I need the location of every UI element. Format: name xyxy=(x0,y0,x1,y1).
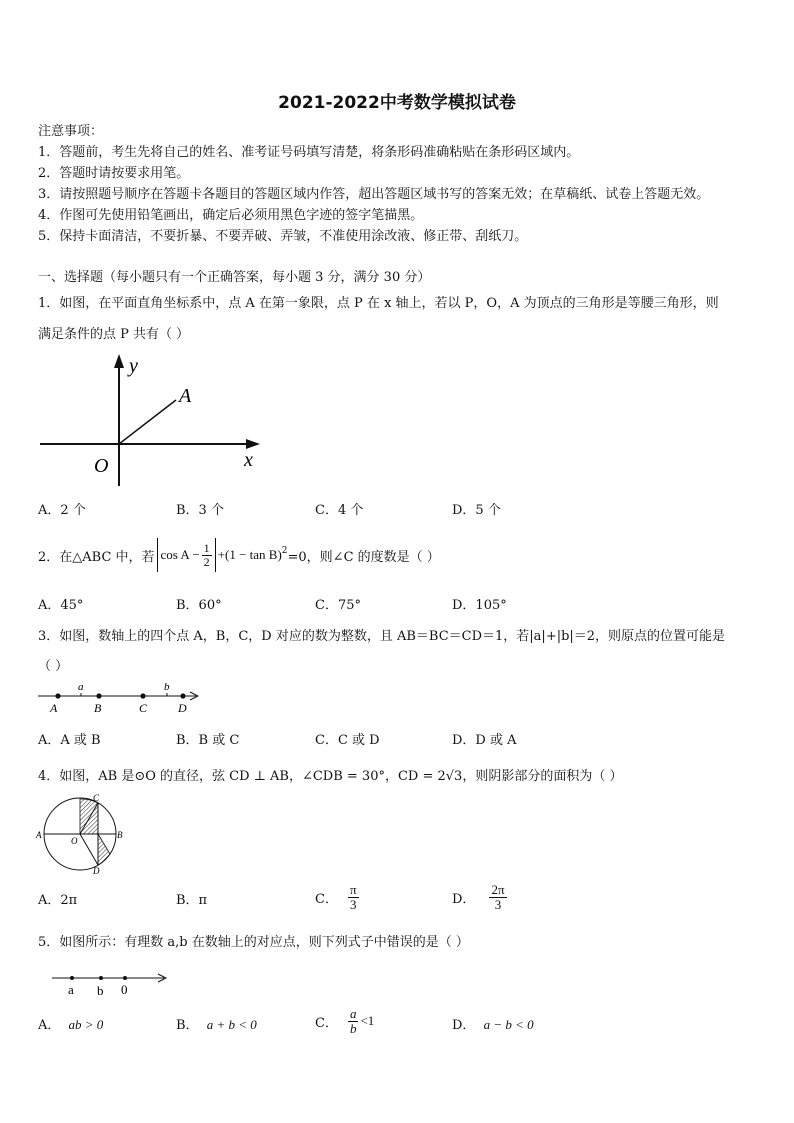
label-a: a xyxy=(68,982,74,997)
pi-over-3-fraction xyxy=(348,883,359,911)
question-3-option-a: A．A 或 B xyxy=(38,733,101,748)
question-3-number-line xyxy=(36,676,206,718)
question-4-option-b: B．π xyxy=(176,893,208,908)
option-label: D． xyxy=(452,891,476,907)
section-heading: 一、选择题（每小题只有一个正确答案，每小题 3 分，满分 30 分） xyxy=(38,270,431,285)
question-5-option-a xyxy=(38,1014,103,1033)
question-1-option-a: A．2 个 xyxy=(38,503,86,518)
notice-heading: 注意事项： xyxy=(38,124,104,139)
question-1-option-c: C．4 个 xyxy=(315,503,364,518)
question-5-text: 5．如图所示：有理数 a,b 在数轴上的对应点，则下列式子中错误的是（ ） xyxy=(38,935,469,950)
option-expression: <1 xyxy=(360,1013,375,1028)
point-b-label: B xyxy=(117,830,123,840)
point-a-label: A xyxy=(36,830,42,840)
notice-item: 1．答题前，考生先将自己的姓名、准考证号码填写清楚，将条形码准确粘贴在条形码区域内。 xyxy=(38,145,580,160)
half-fraction xyxy=(202,542,212,568)
label-b: b xyxy=(97,983,104,998)
question-1-text-cont: 满足条件的点 P 共有（ ） xyxy=(38,327,190,342)
question-4-circle-figure xyxy=(36,792,130,876)
question-2-option-a: A．45° xyxy=(38,598,84,613)
option-label: B． xyxy=(176,1018,199,1033)
y-axis-label: y xyxy=(129,355,138,377)
question-2-option-b: B．60° xyxy=(176,598,222,613)
question-5-option-b xyxy=(176,1014,257,1033)
question-1-option-d: D．5 个 xyxy=(452,503,501,518)
question-3-text-cont: （ ） xyxy=(38,659,69,674)
question-2-option-d: D．105° xyxy=(452,598,507,613)
origin-label: O xyxy=(94,455,109,477)
label-a: a xyxy=(78,681,84,693)
question-2-option-c: C．75° xyxy=(315,598,361,613)
a-over-b-fraction xyxy=(348,1007,359,1035)
point-d-label: D xyxy=(178,701,187,715)
point-c-label: C xyxy=(139,701,148,715)
x-axis-label: x xyxy=(244,449,253,471)
notice-item: 2．答题时请按要求用笔。 xyxy=(38,166,190,181)
fraction-numerator: π xyxy=(349,881,357,897)
option-expression: a + b < 0 xyxy=(206,1017,257,1032)
label-zero: 0 xyxy=(121,982,128,997)
point-a-label: A xyxy=(179,385,192,407)
notice-item: 4．作图可先使用铅笔画出，确定后必须用黑色字迹的签字笔描黑。 xyxy=(38,208,424,223)
question-3-text: 3．如图，数轴上的四个点 A，B，C，D 对应的数为整数，且 AB＝BC＝CD＝1，若|a|+|b|＝2，则原点的位置可能是 xyxy=(38,629,726,644)
option-expression: ab > 0 xyxy=(68,1017,104,1032)
notice-item: 3．请按照题号顺序在答题卡各题目的答题区域内作答，超出答题区域书写的答案无效；在草稿纸、试卷上答题无效。 xyxy=(38,187,710,202)
label-b: b xyxy=(164,681,170,693)
point-c-label: C xyxy=(93,793,100,803)
cos-expression: cos A − xyxy=(160,547,200,562)
fraction-numerator: a xyxy=(349,1005,357,1021)
square-exponent: 2 xyxy=(281,546,288,556)
absolute-value xyxy=(157,538,216,572)
center-o-label: O xyxy=(71,836,78,846)
fraction-denominator: 3 xyxy=(349,896,357,912)
question-5-option-c xyxy=(315,1003,374,1039)
question-4-option-a: A．2π xyxy=(38,893,78,908)
question-2-suffix: =0，则∠C 的度数是（ ） xyxy=(287,549,440,565)
fraction-denominator: b xyxy=(349,1020,357,1036)
question-4-option-c xyxy=(315,879,359,915)
option-expression: a − b < 0 xyxy=(483,1017,534,1032)
question-1-figure xyxy=(36,350,266,490)
question-3-option-b: B．B 或 C xyxy=(176,733,240,748)
question-5-number-line xyxy=(50,968,174,1000)
question-2-text xyxy=(38,538,440,572)
question-4-text: 4．如图，AB 是⊙O 的直径，弦 CD ⊥ AB，∠CDB = 30°，CD = 2√3，则阴影部分的面积为（ ） xyxy=(38,769,623,784)
option-label: C． xyxy=(315,891,338,907)
question-1-option-b: B．3 个 xyxy=(176,503,224,518)
page-title: 2021-2022中考数学模拟试卷 xyxy=(278,93,516,113)
point-d-label: D xyxy=(93,866,100,876)
question-2-prefix: 2．在△ABC 中，若 xyxy=(38,549,155,565)
question-3-option-c: C．C 或 D xyxy=(315,733,380,748)
option-label: C． xyxy=(315,1015,338,1031)
fraction-denominator: 2 xyxy=(203,554,210,569)
fraction-numerator: 1 xyxy=(203,540,210,555)
option-label: A． xyxy=(38,1018,61,1033)
point-a-label: A xyxy=(50,701,58,715)
notice-item: 5．保持卡面清洁，不要折暴、不要弄破、弄皱，不准使用涂改液、修正带、刮纸刀。 xyxy=(38,229,528,244)
question-5-option-d xyxy=(452,1014,534,1033)
fraction-numerator: 2π xyxy=(491,881,505,897)
fraction-denominator: 3 xyxy=(494,896,502,912)
two-pi-over-3-fraction xyxy=(489,883,506,911)
question-1-text: 1．如图，在平面直角坐标系中，点 A 在第一象限，点 P 在 x 轴上，若以 P，O，A 为顶点的三角形是等腰三角形，则 xyxy=(38,296,719,311)
option-label: D． xyxy=(452,1018,476,1033)
question-3-option-d: D．D 或 A xyxy=(452,733,517,748)
point-b-label: B xyxy=(94,701,102,715)
tan-expression: +(1 − tan B) xyxy=(217,547,282,562)
question-4-option-d xyxy=(452,879,507,915)
